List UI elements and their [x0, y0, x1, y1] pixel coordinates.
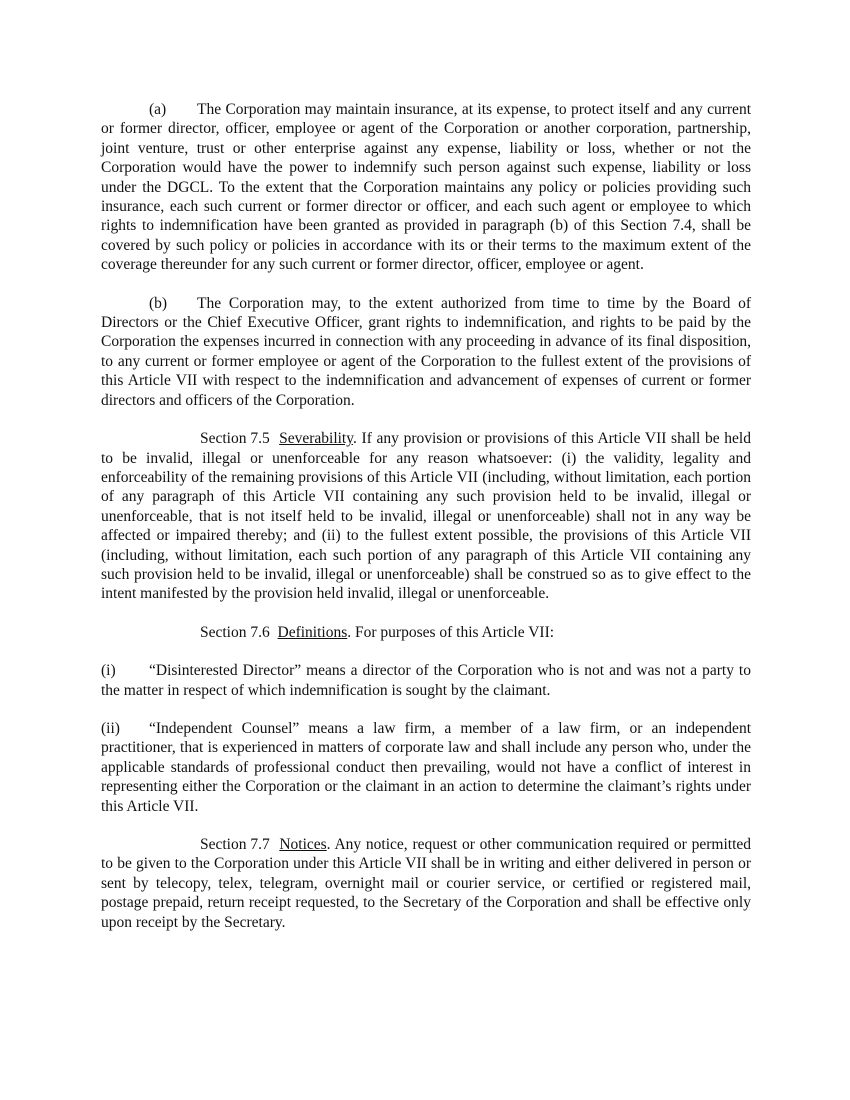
paragraph-marker: (a)	[149, 101, 167, 118]
section-number: Section 7.7	[200, 836, 270, 853]
section-7-6	[101, 623, 751, 642]
paragraph-a	[101, 100, 751, 275]
definition-marker: (i)	[101, 662, 116, 680]
document-page	[101, 100, 751, 951]
section-heading: Notices	[279, 836, 327, 853]
section-number: Section 7.5	[200, 430, 270, 448]
paragraph-marker: (b)	[149, 294, 168, 312]
paragraph-text: The Corporation may, to the extent authorized from time to time by the Board of Directors or the Chief Executive Officer, grant rights to indemnification, and rights to be paid by the Corporation the expenses incurred in connection with any proceeding in advance of its final disposition, to any current or former employee or agent of the Corporation to the fullest extent of the provisions of this Article VII with respect to the indemnification and advancement of expenses of current or former directors and officers of the Corporation.	[101, 294, 751, 409]
definition-text: “Disinterested Director” means a director of the Corporation who is not and was not a party to the matter in respect of which indemnification is sought by the claimant.	[101, 662, 751, 699]
section-text: . Any notice, request or other communication required or permitted to be given to the Corporation under this Article VII shall be in writing and either delivered in person or sent by telecopy, telex, telegram, overnight mail or courier service, or certified or registered mail, postage prepaid, return receipt requested, to the Secretary of the Corporation and shall be effective only upon receipt by the Secretary.	[101, 836, 751, 931]
section-text: . For purposes of this Article VII:	[347, 623, 555, 641]
paragraph-text: The Corporation may maintain insurance, at its expense, to protect itself and any current or former director, officer, employee or agent of the Corporation or another corporation, partnership, joint venture, trust or other enterprise against any expense, liability or loss, whether or not the Corporation would have the power to indemnify such person against such expense, liability or loss under the DGCL. To the extent that the Corporation maintains any policy or policies providing such insurance, each such current or former director or officer, and each such agent or employee to which rights to indemnification have been granted as provided in paragraph (b) of this Section 7.4, shall be covered by such policy or policies in accordance with its or their terms to the maximum extent of the coverage thereunder for any such current or former director, officer, employee or agent.	[101, 101, 751, 274]
definition-ii	[101, 719, 751, 816]
section-7-7	[101, 835, 751, 932]
definition-i	[101, 661, 751, 700]
section-number: Section 7.6	[200, 623, 270, 641]
section-heading: Severability	[279, 430, 353, 448]
definition-marker: (ii)	[101, 719, 120, 737]
section-7-5	[101, 429, 751, 604]
definition-text: “Independent Counsel” means a law firm, a member of a law firm, or an independent practitioner, that is experienced in matters of corporate law and shall include any person who, under the applicable standards of professional conduct then prevailing, would not have a conflict of interest in representing either the Corporation or the claimant in an action to determine the claimant’s rights under this Article VII.	[101, 719, 751, 815]
section-heading: Definitions	[277, 623, 348, 641]
section-text: . If any provision or provisions of this Article VII shall be held to be invalid, illegal or unenforceable for any reason whatsoever: (i) the validity, legality and enforceability of the remaining provisions of this Article VII (including, without limitation, each portion of any paragraph of this Article VII containing any such provision held to be invalid, illegal or unenforceable, that is not itself held to be invalid, illegal or unenforceable) shall not in any way be affected or impaired thereby; and (ii) to the fullest extent possible, the provisions of this Article VII (including, without limitation, each such portion of any paragraph of this Article VII containing any such provision held to be invalid, illegal or unenforceable) shall be construed so as to give effect to the intent manifested by the provision held invalid, illegal or unenforceable.	[101, 430, 751, 603]
paragraph-b	[101, 294, 751, 410]
